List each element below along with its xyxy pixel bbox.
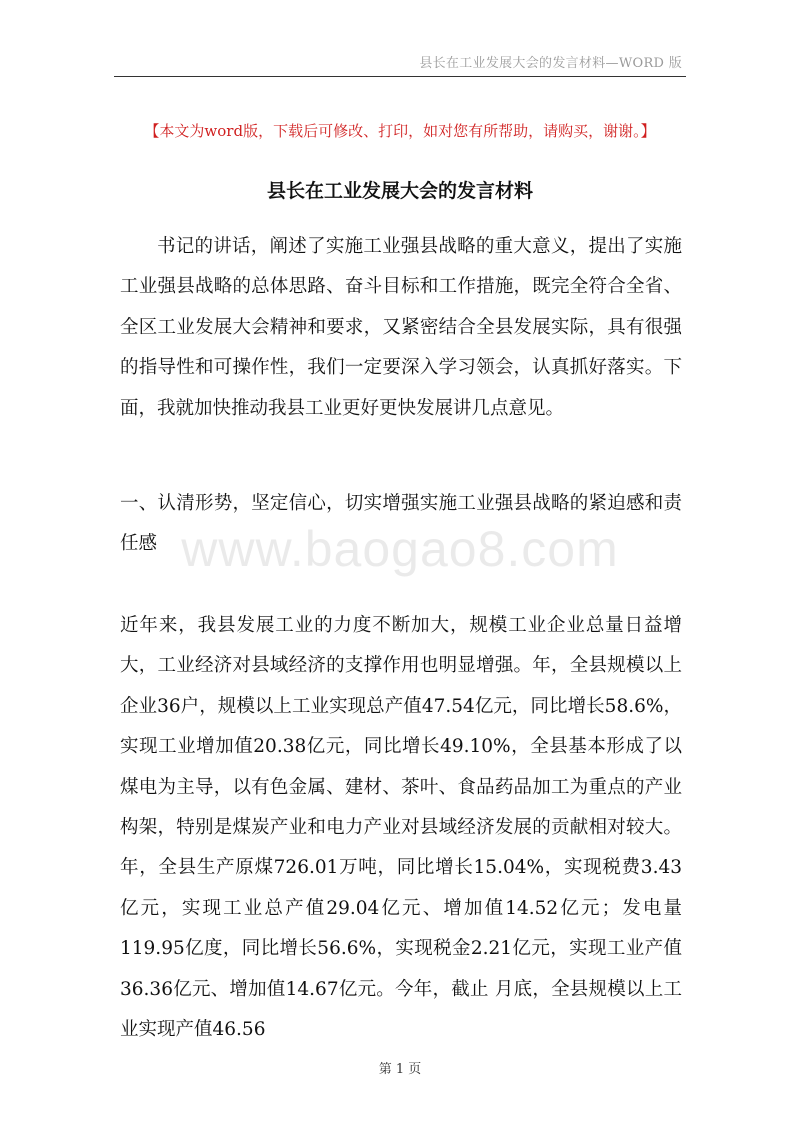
section-heading: 一、认清形势，坚定信心，切实增强实施工业强县战略的紧迫感和责任感: [120, 493, 682, 555]
download-notice: 【本文为word版，下载后可修改、打印，如对您有所帮助，请购买，谢谢。】: [144, 122, 656, 140]
document-title: 县长在工业发展大会的发言材料: [266, 180, 533, 202]
intro-paragraph: 书记的讲话，阐述了实施工业强县战略的重大意义，提出了实施工业强县战略的总体思路、奋斗目标和工作措施，既完全符合全省、全区工业发展大会精神和要求，又紧密结合全县发展实际，具有很强的指导性和可操作性，我们一定要深入学习领会，认真抓好落实。下面，我就加快推动我县工业更好更快发展讲几点意见。: [120, 236, 682, 419]
page-number: 第 1 页: [378, 1062, 422, 1077]
body-paragraph: 近年来，我县发展工业的力度不断加大，规模工业企业总量日益增大，工业经济对县域经济的支撑作用也明显增强。年，全县规模以上企业36户，规模以上工业实现总产值47.54亿元，同比增长58.6%，实现工业增加值20.38亿元，同比增长49.10%，全县基本形成了以煤电为主导，以有色金属、建材、茶叶、食品药品加工为重点的产业构架，特别是煤炭产业和电力产业对县域经济发展的贡献相对较大。年，全县生产原煤726.01万吨，同比增长15.04%，实现税费3.43亿元，实现工业总产值29.04亿元、增加值14.52亿元；发电量119.95亿度，同比增长56.6%，实现税金2.21亿元，实现工业产值36.36亿元、增加值14.67亿元。今年，截止 月底，全县规模以上工业实现产值46.56: [120, 615, 682, 1041]
header-divider: [114, 76, 686, 77]
watermark: www.baogao8.com: [181, 521, 619, 577]
running-header: 县长在工业发展大会的发言材料—WORD 版: [419, 56, 682, 71]
